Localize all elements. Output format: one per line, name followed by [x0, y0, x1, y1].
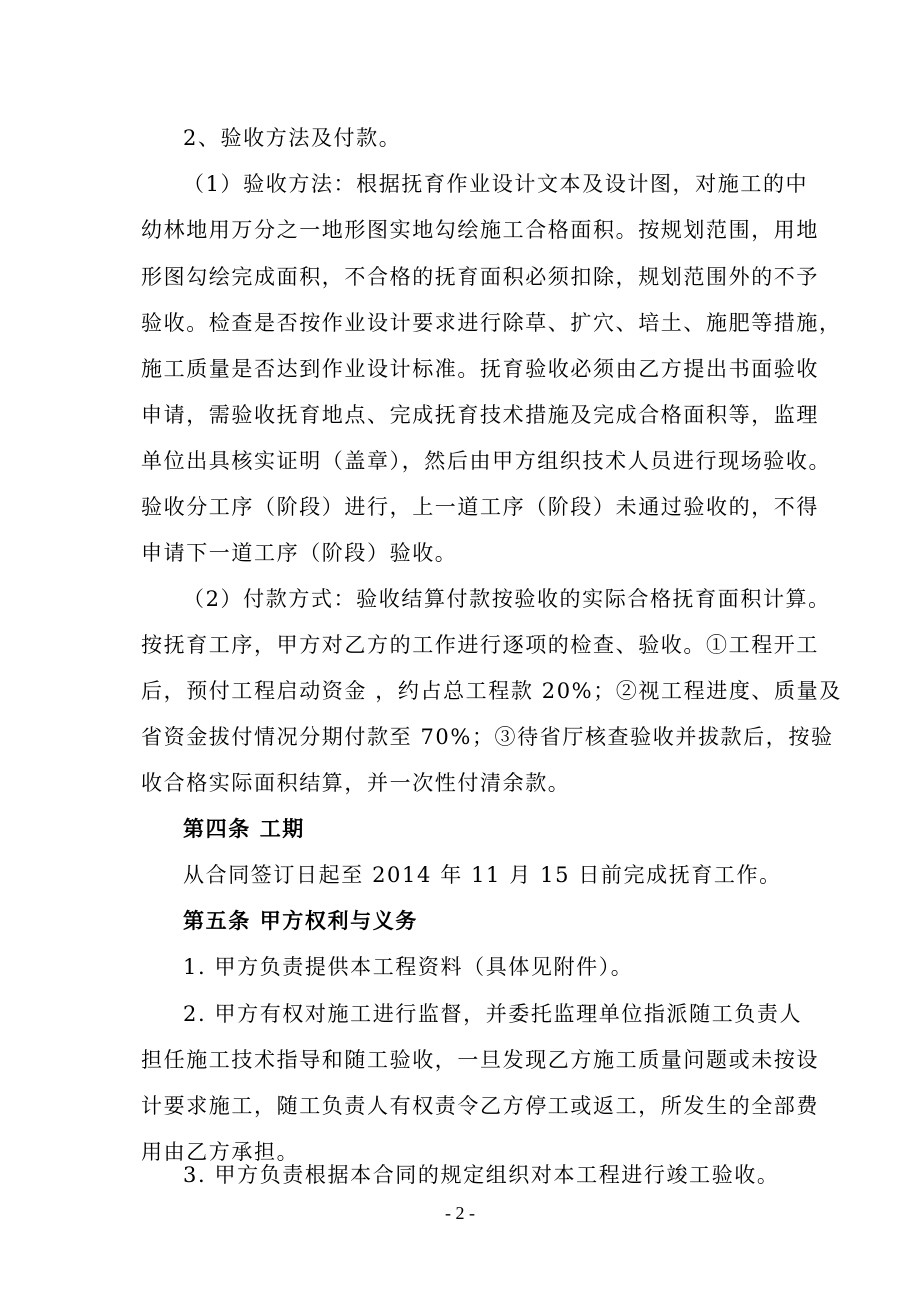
paragraph-line: 后，预付工程启动资金 ，约占总工程款 20%；②视工程进度、质量及: [141, 679, 842, 703]
paragraph-line: 3. 甲方负责根据本合同的规定组织对本工程进行竣工验收。: [183, 1163, 780, 1187]
paragraph-line: 施工质量是否达到作业设计标准。抚育验收必须由乙方提出书面验收: [141, 357, 819, 381]
section-heading-acceptance: 2、验收方法及付款。: [183, 126, 402, 150]
paragraph-line: 形图勾绘完成面积，不合格的抚育面积必须扣除，规划范围外的不予: [141, 265, 819, 289]
paragraph-line: 1. 甲方负责提供本工程资料（具体见附件）。: [183, 955, 634, 979]
paragraph-line: 申请，需验收抚育地点、完成抚育技术措施及完成合格面积等，监理: [141, 403, 819, 427]
paragraph-line: （1）验收方法：根据抚育作业设计文本及设计图，对施工的中: [183, 172, 809, 196]
paragraph-line: 用由乙方承担。: [141, 1140, 300, 1164]
paragraph-line: 2. 甲方有权对施工进行监督，并委托监理单位指派随工负责人: [183, 1002, 803, 1026]
paragraph-line: 按抚育工序，甲方对乙方的工作进行逐项的检查、验收。①工程开工: [141, 633, 819, 657]
paragraph-line: （2）付款方式：验收结算付款按验收的实际合格抚育面积计算。: [183, 587, 831, 611]
article-four-heading: 第四条 工期: [183, 816, 305, 841]
paragraph-line: 验收分工序（阶段）进行，上一道工序（阶段）未通过验收的，不得: [141, 495, 819, 519]
paragraph-line: 申请下一道工序（阶段）验收。: [141, 541, 458, 565]
paragraph-line: 幼林地用万分之一地形图实地勾绘施工合格面积。按规划范围，用地: [141, 218, 819, 242]
paragraph-line: 担任施工技术指导和随工验收，一旦发现乙方施工质量问题或未按设: [141, 1048, 819, 1072]
paragraph-line: 省资金拔付情况分期付款至 70%；③待省厅核查验收并拔款后，按验: [141, 725, 834, 749]
paragraph-line: 计要求施工，随工负责人有权责令乙方停工或返工，所发生的全部费: [141, 1094, 819, 1118]
article-five-heading: 第五条 甲方权利与义务: [183, 908, 418, 933]
paragraph-line: 收合格实际面积结算，并一次性付清余款。: [141, 771, 571, 795]
page-number: - 2 -: [445, 1203, 475, 1223]
paragraph-line: 单位出具核实证明（盖章），然后由甲方组织技术人员进行现场验收。: [141, 449, 832, 473]
paragraph-line: 验收。检查是否按作业设计要求进行除草、扩穴、培土、施肥等措施，: [141, 311, 842, 335]
paragraph-line: 从合同签订日起至 2014 年 11 月 15 日前完成抚育工作。: [183, 863, 782, 887]
